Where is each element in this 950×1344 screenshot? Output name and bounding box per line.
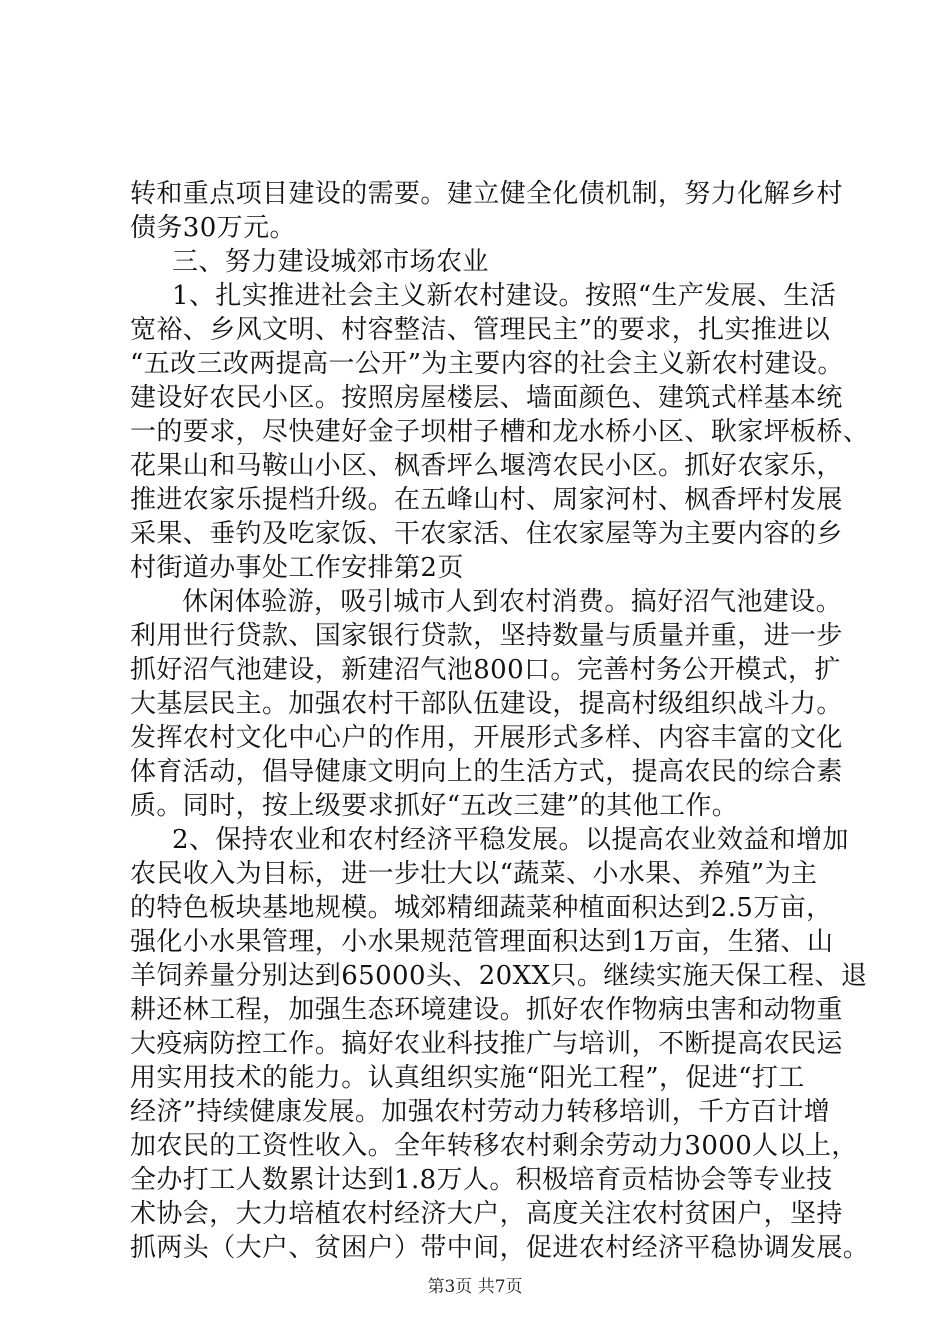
text-line: 采果、垂钓及吃家饭、干农家活、住农家屋等为主要内容的乡 — [130, 519, 843, 549]
text-line: 质。同时，按上级要求抓好“五改三建”的其他工作。 — [130, 791, 739, 821]
text-line: 术协会，大力培植农村经济大户，高度关注农村贫困户，坚持 — [130, 1199, 843, 1229]
text-line: 全办打工人数累计达到1.8万人。积极培育贡桔协会等专业技 — [130, 1165, 833, 1195]
paragraph-start: 2、保持农业和农村经济平稳发展。以提高农业效益和增加 — [172, 825, 849, 855]
paragraph-start: 1、扎实推进社会主义新农村建设。按照“生产发展、生活 — [172, 281, 837, 311]
text-line: 发挥农村文化中心户的作用，开展形式多样、内容丰富的文化 — [130, 723, 843, 753]
text-line: 利用世行贷款、国家银行贷款，坚持数量与质量并重，进一步 — [130, 621, 843, 651]
text-line: 宽裕、乡风文明、村容整洁、管理民主”的要求，扎实推进以 — [130, 315, 831, 345]
text-line: 耕还林工程，加强生态环境建设。抓好农作物病虫害和动物重 — [130, 995, 843, 1025]
text-line: 债务30万元。 — [130, 213, 296, 243]
paragraph-start: 休闲体验游，吸引城市人到农村消费。搞好沼气池建设。 — [182, 587, 843, 617]
text-line: 大基层民主。加强农村干部队伍建设，提高村级组织战斗力。 — [130, 689, 843, 719]
page-footer: 第3页 共7页 — [427, 1277, 523, 1297]
text-line: 抓两头（大户、贫困户）带中间，促进农村经济平稳协调发展。 — [130, 1233, 870, 1263]
text-line: “五改三改两提高一公开”为主要内容的社会主义新农村建设。 — [130, 349, 844, 379]
text-line: 村街道办事处工作安排第2页 — [130, 553, 464, 583]
text-line: 花果山和马鞍山小区、枫香坪么堰湾农民小区。抓好农家乐， — [130, 451, 843, 481]
text-line: 的特色板块基地规模。城郊精细蔬菜种植面积达到2.5万亩， — [130, 893, 833, 923]
section-heading: 三、努力建设城郊市场农业 — [172, 247, 489, 277]
text-line: 经济”持续健康发展。加强农村劳动力转移培训，千方百计增 — [130, 1097, 831, 1127]
text-line: 建设好农民小区。按照房屋楼层、墙面颜色、建筑式样基本统 — [130, 383, 843, 413]
text-line: 推进农家乐提档升级。在五峰山村、周家河村、枫香坪村发展 — [130, 485, 843, 515]
text-line: 大疫病防控工作。搞好农业科技推广与培训，不断提高农民运 — [130, 1029, 843, 1059]
text-line: 农民收入为目标，进一步壮大以“蔬菜、小水果、养殖”为主 — [130, 859, 818, 889]
text-line: 用实用技术的能力。认真组织实施“阳光工程”，促进“打工 — [130, 1063, 805, 1093]
text-line: 转和重点项目建设的需要。建立健全化债机制，努力化解乡村 — [130, 179, 843, 209]
text-line: 抓好沼气池建设，新建沼气池800口。完善村务公开模式，扩 — [130, 655, 841, 685]
text-line: 加农民的工资性收入。全年转移农村剩余劳动力3000人以上， — [130, 1131, 858, 1161]
text-line: 羊饲养量分别达到65000头、20XX只。继续实施天保工程、退 — [130, 961, 868, 991]
text-line: 体育活动，倡导健康文明向上的生活方式，提高农民的综合素 — [130, 757, 843, 787]
text-line: 强化小水果管理，小水果规范管理面积达到1万亩，生猪、山 — [130, 927, 834, 957]
text-line: 一的要求，尽快建好金子坝柑子槽和龙水桥小区、耿家坪板桥、 — [130, 417, 870, 447]
